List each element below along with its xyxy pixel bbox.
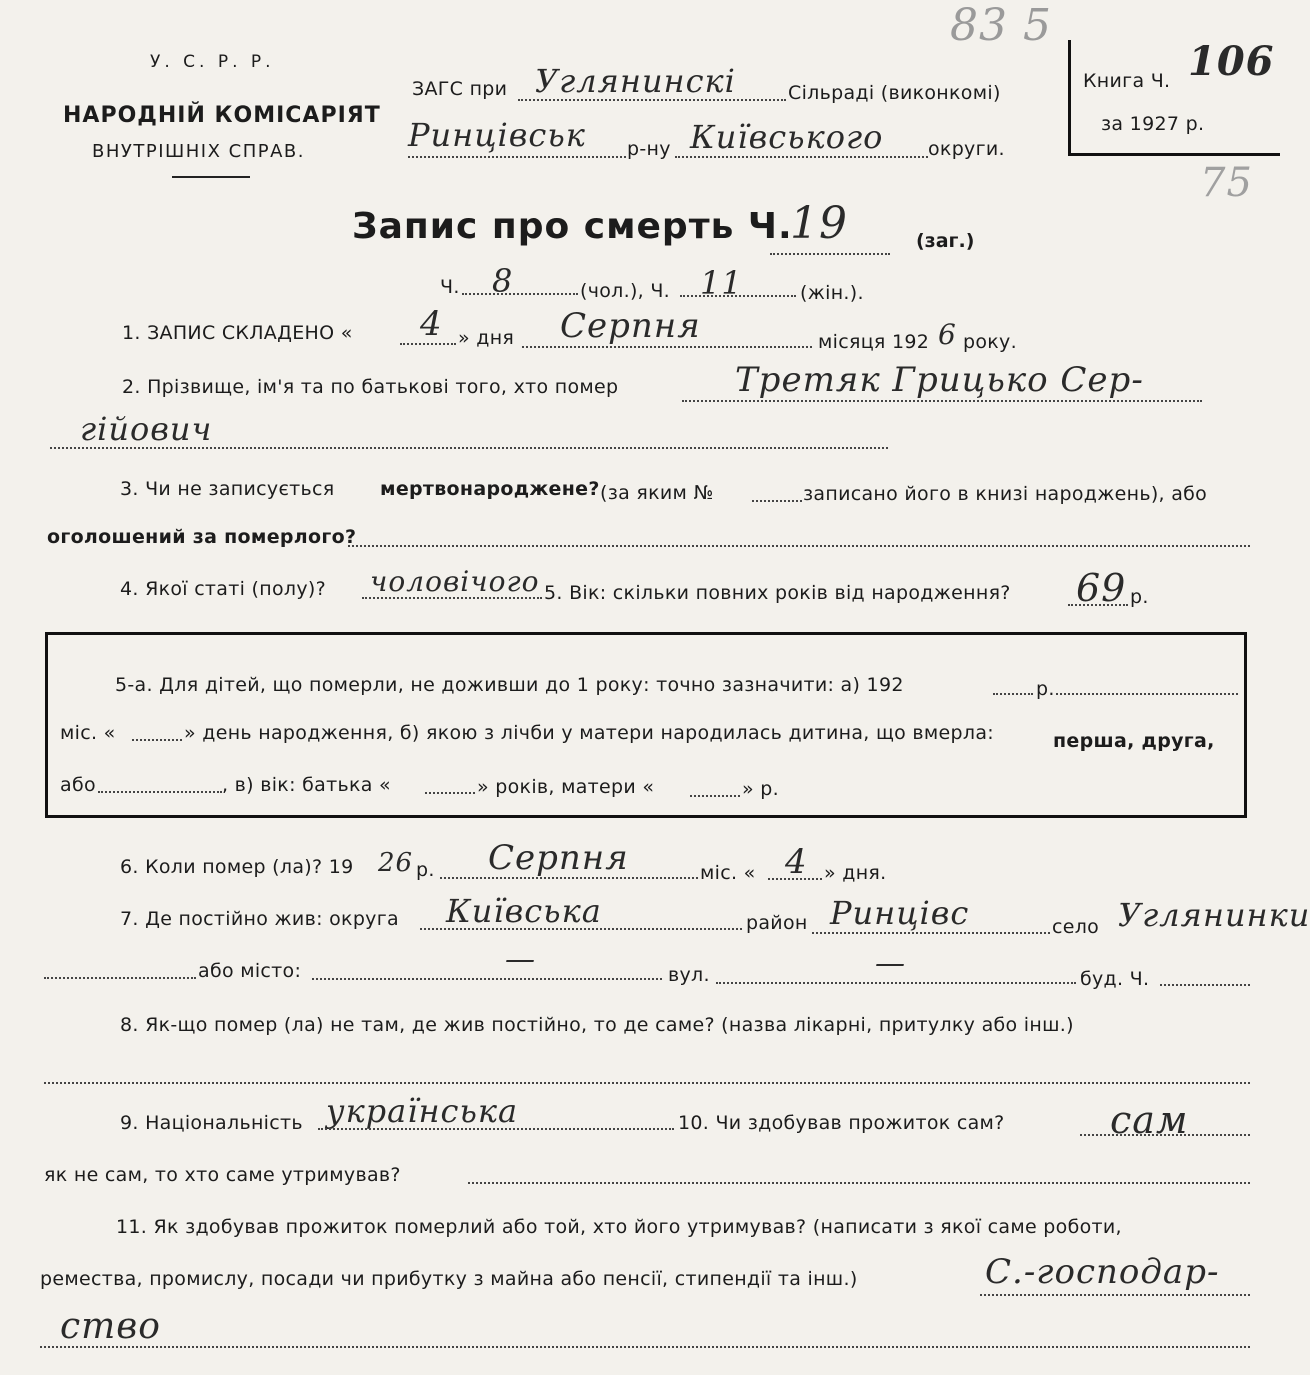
- record-number-handwritten: 19: [790, 198, 848, 249]
- field3-bold-a: мертвонароджене?: [380, 478, 600, 500]
- field7-misto-dash: —: [505, 942, 536, 977]
- field5a-mother-line: [690, 795, 740, 797]
- field1-day-line: [400, 343, 456, 345]
- raion-label: р-ну: [627, 138, 671, 160]
- field3-number-line: [752, 500, 802, 502]
- male-count-line: [462, 293, 578, 295]
- field2-label: 2. Прізвище, ім'я та по батькові того, хто помер: [122, 376, 619, 398]
- field7-vul-line: [716, 982, 1076, 984]
- male-count-handwritten: 8: [492, 262, 514, 300]
- raion-handwritten: Ринцівськ: [408, 116, 586, 154]
- book-label: Книга Ч.: [1083, 70, 1171, 92]
- field7-bud-label: буд. Ч.: [1080, 968, 1150, 990]
- field9-line: [318, 1128, 674, 1130]
- field3-bold-b: оголошений за померлого?: [47, 526, 357, 548]
- field5a-line1-tail: [1056, 693, 1238, 695]
- field1-month-line: [522, 346, 812, 348]
- field1-year-label: місяця 192: [818, 331, 930, 353]
- field7-selo-handwritten: Углянинки: [1118, 896, 1310, 934]
- field7-raion-label: район: [746, 912, 808, 934]
- ministry-subtitle: ВНУТРІШНІХ СПРАВ.: [92, 141, 305, 162]
- field6-month-line: [440, 877, 698, 879]
- republic-label: У. С. Р. Р.: [150, 52, 275, 72]
- field8-label: 8. Як-що помер (ла) не там, де жив постійно, то де саме? (назва лікарні, притулку або інш.): [120, 1014, 1074, 1036]
- zags-village-handwritten: Углянинскі: [535, 62, 736, 100]
- field5a-line2-a: міс. «: [60, 722, 116, 744]
- field6-day-handwritten: 4: [785, 842, 808, 882]
- book-number-handwritten: 106: [1188, 38, 1275, 85]
- field4-label: 4. Якої статі (полу)?: [120, 578, 326, 600]
- field5-unit: р.: [1130, 586, 1149, 608]
- field6-day-line: [768, 878, 822, 880]
- field7-label: 7. Де постійно жив: округа: [120, 908, 399, 930]
- field5a-day-line: [132, 739, 182, 741]
- male-label: (чол.), Ч.: [580, 280, 671, 302]
- zags-village-line: [518, 99, 786, 101]
- okruga-line: [675, 156, 928, 158]
- field11-line2: ремества, промислу, посади чи прибутку з майна або пенсії, стипендії та інш.): [40, 1268, 858, 1290]
- field3-text-b: (за яким №: [600, 482, 714, 504]
- record-number-line: [770, 253, 890, 255]
- female-count-line: [680, 295, 796, 297]
- field1-year-digit: 6: [938, 318, 957, 351]
- ch-label: Ч.: [440, 276, 460, 298]
- margin-scribble-side: 75: [1200, 160, 1253, 206]
- record-suffix: (заг.): [916, 230, 975, 252]
- field5a-father-line: [425, 792, 475, 794]
- female-count-handwritten: 11: [700, 264, 743, 302]
- field10-line2: як не сам, то хто саме утримував?: [44, 1164, 401, 1186]
- field10-line: [1080, 1134, 1250, 1136]
- field2-line1: [682, 400, 1202, 402]
- field6-mis: міс. «: [700, 862, 756, 884]
- field9-label: 9. Національність: [120, 1112, 303, 1134]
- field6-label: 6. Коли помер (ла)? 19: [120, 856, 354, 878]
- margin-scribble-top: 83 5: [950, 0, 1052, 51]
- field2-name-handwritten: Третяк Грицько Сер-: [735, 360, 1144, 400]
- field7-vul-label: вул.: [668, 964, 710, 986]
- field11-value-handwritten: С.-господар-: [985, 1252, 1220, 1292]
- ministry-title: НАРОДНІЙ КОМІСАРІЯТ: [63, 103, 381, 128]
- field6-end: » дня.: [824, 862, 887, 884]
- record-title: Запис про смерть Ч.: [352, 206, 793, 247]
- field5a-line3-c: » років, матери «: [477, 776, 655, 798]
- field11-line2-dots: [40, 1346, 1250, 1348]
- field7-misto-line: [312, 978, 662, 980]
- field1-month-handwritten: Серпня: [560, 306, 701, 346]
- field3-line: [348, 545, 1250, 547]
- field3-text-c: записано його в книзі народжень), або: [803, 483, 1208, 505]
- female-label: (жін.).: [800, 282, 864, 304]
- field4-value-handwritten: чоловічого: [370, 565, 540, 598]
- field10-value-handwritten: сам: [1110, 1098, 1189, 1142]
- field11-value-cont-handwritten: ство: [60, 1306, 161, 1347]
- zags-suffix: Сільраді (виконкомі): [788, 82, 1001, 104]
- field7-okruga-line: [420, 928, 742, 930]
- field7-raion-line: [812, 932, 1050, 934]
- field5-value-handwritten: 69: [1076, 566, 1127, 610]
- header-divider: [172, 176, 250, 178]
- field5a-order-line: [98, 791, 222, 793]
- raion-line: [408, 156, 626, 158]
- field5a-line3-a: або: [60, 774, 96, 796]
- field1-day-handwritten: 4: [420, 304, 443, 344]
- year-label: за 1927 р.: [1101, 113, 1205, 135]
- field5a-line3-b: , в) вік: батька «: [222, 774, 391, 796]
- field7-selo-label: село: [1052, 916, 1100, 938]
- field7-vul-dash: —: [875, 946, 906, 981]
- field7-okruga-handwritten: Київська: [446, 892, 602, 930]
- field7-raion-handwritten: Ринцівс: [830, 894, 970, 932]
- field7-selo-cont-line: [44, 977, 196, 979]
- field2-name-cont-handwritten: гійович: [80, 410, 213, 448]
- field11-line1-dots: [980, 1294, 1250, 1296]
- field3-text-a: 3. Чи не записується: [120, 478, 335, 500]
- okruga-handwritten: Київського: [690, 118, 884, 156]
- field4-line: [362, 597, 542, 599]
- field5-label: 5. Вік: скільки повних років від народження?: [544, 582, 1011, 604]
- field1-mid: » дня: [458, 327, 515, 349]
- field10-label: 10. Чи здобував прожиток сам?: [678, 1112, 1005, 1134]
- field5a-line2-b: » день народження, б) якою з лічби у матери народилась дитина, що вмерла:: [184, 722, 994, 744]
- field9-value-handwritten: українська: [326, 1092, 519, 1130]
- field1-label: 1. ЗАПИС СКЛАДЕНО «: [122, 322, 353, 344]
- field1-end: року.: [963, 331, 1017, 353]
- field6-month-handwritten: Серпня: [488, 838, 629, 878]
- zags-prefix: ЗАГС при: [412, 78, 508, 100]
- field5a-line1-end: р.: [1036, 678, 1055, 700]
- field6-year-handwritten: 26: [378, 848, 414, 878]
- field8-line: [44, 1082, 1250, 1084]
- field10-support-line: [468, 1182, 1250, 1184]
- field7-bud-line: [1160, 984, 1250, 986]
- field2-line2: [50, 447, 888, 449]
- field5a-line2-bold: перша, друга,: [1053, 730, 1215, 752]
- field11-line1: 11. Як здобував прожиток померлий або той, хто його утримував? (написати з якої саме роботи,: [116, 1216, 1122, 1238]
- field6-r: р.: [416, 859, 435, 881]
- field7-misto-label: або місто:: [198, 960, 302, 982]
- field5a-year-line: [993, 693, 1033, 695]
- field5-line: [1068, 604, 1128, 606]
- okruga-label: округи.: [928, 138, 1005, 160]
- field5a-line1: 5-а. Для дітей, що померли, не доживши до 1 року: точно зазначити: а) 192: [115, 674, 904, 696]
- field5a-line3-d: » р.: [742, 778, 779, 800]
